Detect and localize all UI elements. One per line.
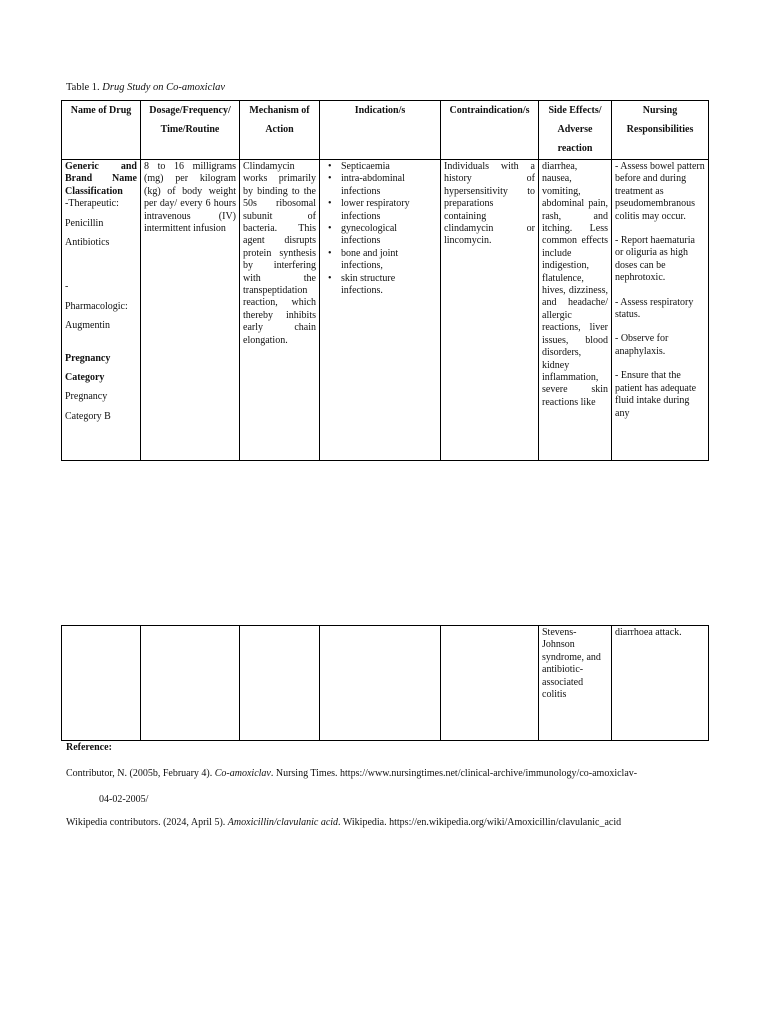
dash-text: - bbox=[65, 281, 69, 293]
nursing-item: - Report haematuria or oliguria as high doses can be nephrotoxic. bbox=[615, 235, 695, 284]
ref1-source: . Nursing Times. https://www.nursingtimes.net/clinical-archive/immunology/co-amoxiclav- bbox=[270, 768, 638, 779]
therapeutic-label: -Therapeutic: bbox=[65, 198, 119, 210]
cell-mechanism: Clindamycin works primarily by binding to the 50s ribosomal subunit of bacteria. This agent disrupts protein synthesis by interfering with the transpeptidation reaction, which thereby inhibits early chain elongation. bbox=[240, 160, 320, 461]
cell-side-effects-continued: Stevens-Johnson syndrome, and antibiotic-associated colitis bbox=[539, 626, 612, 741]
indication-list bbox=[323, 161, 437, 297]
table-caption bbox=[66, 82, 225, 93]
table-row bbox=[62, 626, 709, 741]
cell-dosage: 8 to 16 milligrams (mg) per kilogram (kg) of body weight per day/ every 6 hours intravenous (IV) intermittent infusion bbox=[141, 160, 240, 461]
therapeutic-value-penicillin: Penicillin bbox=[65, 217, 104, 229]
nursing-item: - Ensure that the patient has adequate fluid intake during any bbox=[615, 370, 697, 419]
category-label: Category bbox=[65, 372, 105, 384]
cell-nursing bbox=[612, 160, 709, 461]
cell-empty bbox=[320, 626, 441, 741]
reference-heading: Reference: bbox=[66, 742, 112, 753]
ref2-title: Amoxicillin/clavulanic acid bbox=[227, 817, 339, 828]
list-item: • gynecological infections bbox=[341, 223, 437, 248]
caption-prefix: Table 1. bbox=[66, 82, 103, 93]
cell-side-effects: diarrhea, nausea, vomiting, abdominal pain, rash, and itching. Less common effects include indigestion, flatulence, hives, dizziness, and headache/ allergic reactions, liver issues, blood disorders, kidney inflammation, severe skin reactions like bbox=[539, 160, 612, 461]
reference-1-continued: 04-02-2005/ bbox=[99, 794, 149, 805]
list-item: • intra-abdominal infections bbox=[341, 173, 437, 198]
list-item: • skin structure infections. bbox=[341, 273, 437, 298]
cell-nursing-continued: diarrhoea attack. bbox=[612, 626, 709, 741]
ref1-title: Co-amoxiclav bbox=[214, 768, 271, 779]
header-indication: Indication/s bbox=[320, 101, 441, 160]
category-value: Category B bbox=[65, 410, 111, 422]
drug-study-table bbox=[61, 100, 709, 461]
cell-contraindication: Individuals with a history of hypersensitivity to preparations containing clindamycin or lincomycin. bbox=[441, 160, 539, 461]
cell-empty bbox=[441, 626, 539, 741]
list-item: • Septicaemia bbox=[341, 161, 437, 173]
pregnancy-value: Pregnancy bbox=[65, 391, 108, 403]
cell-empty bbox=[240, 626, 320, 741]
cell-empty bbox=[141, 626, 240, 741]
pharmacologic-value: Augmentin bbox=[65, 320, 110, 332]
list-item: • bone and joint infections, bbox=[341, 248, 437, 273]
nursing-item: - Assess respiratory status. bbox=[615, 296, 694, 321]
reference-2 bbox=[66, 817, 621, 828]
nursing-item: - Observe for anaphylaxis. bbox=[615, 333, 669, 357]
cell-empty bbox=[62, 626, 141, 741]
header-name-of-drug: Name of Drug bbox=[62, 101, 141, 160]
header-contraindication: Contraindication/s bbox=[441, 101, 539, 160]
drug-study-table-continued bbox=[61, 625, 709, 741]
reference-1 bbox=[66, 768, 637, 779]
generic-brand-label: Generic and Brand Name Classification bbox=[65, 161, 137, 197]
header-mechanism: Mechanism of Action bbox=[240, 101, 320, 160]
header-row bbox=[62, 101, 709, 160]
pregnancy-label: Pregnancy bbox=[65, 352, 111, 364]
ref2-source: . Wikipedia. https://en.wikipedia.org/wiki/Amoxicillin/clavulanic_acid bbox=[338, 817, 622, 828]
table-row bbox=[62, 160, 709, 461]
caption-title: Drug Study on Co-amoxiclav bbox=[102, 82, 226, 93]
ref2-author: Wikipedia contributors. (2024, April 5). bbox=[66, 817, 228, 828]
cell-indications bbox=[320, 160, 441, 461]
header-side-effects: Side Effects/ Adverse reaction bbox=[539, 101, 612, 160]
therapeutic-value-antibiotics: Antibiotics bbox=[65, 237, 110, 249]
ref1-author: Contributor, N. (2005b, February 4). bbox=[66, 768, 215, 779]
pharmacologic-label: Pharmacologic: bbox=[65, 300, 128, 312]
nursing-item: - Assess bowel pattern before and during treatment as pseudomembranous colitis may occur. bbox=[615, 161, 705, 222]
cell-name-of-drug bbox=[62, 160, 141, 461]
header-nursing: Nursing Responsibilities bbox=[612, 101, 709, 160]
header-dosage: Dosage/Frequency/ Time/Routine bbox=[141, 101, 240, 160]
list-item: • lower respiratory infections bbox=[341, 198, 437, 223]
